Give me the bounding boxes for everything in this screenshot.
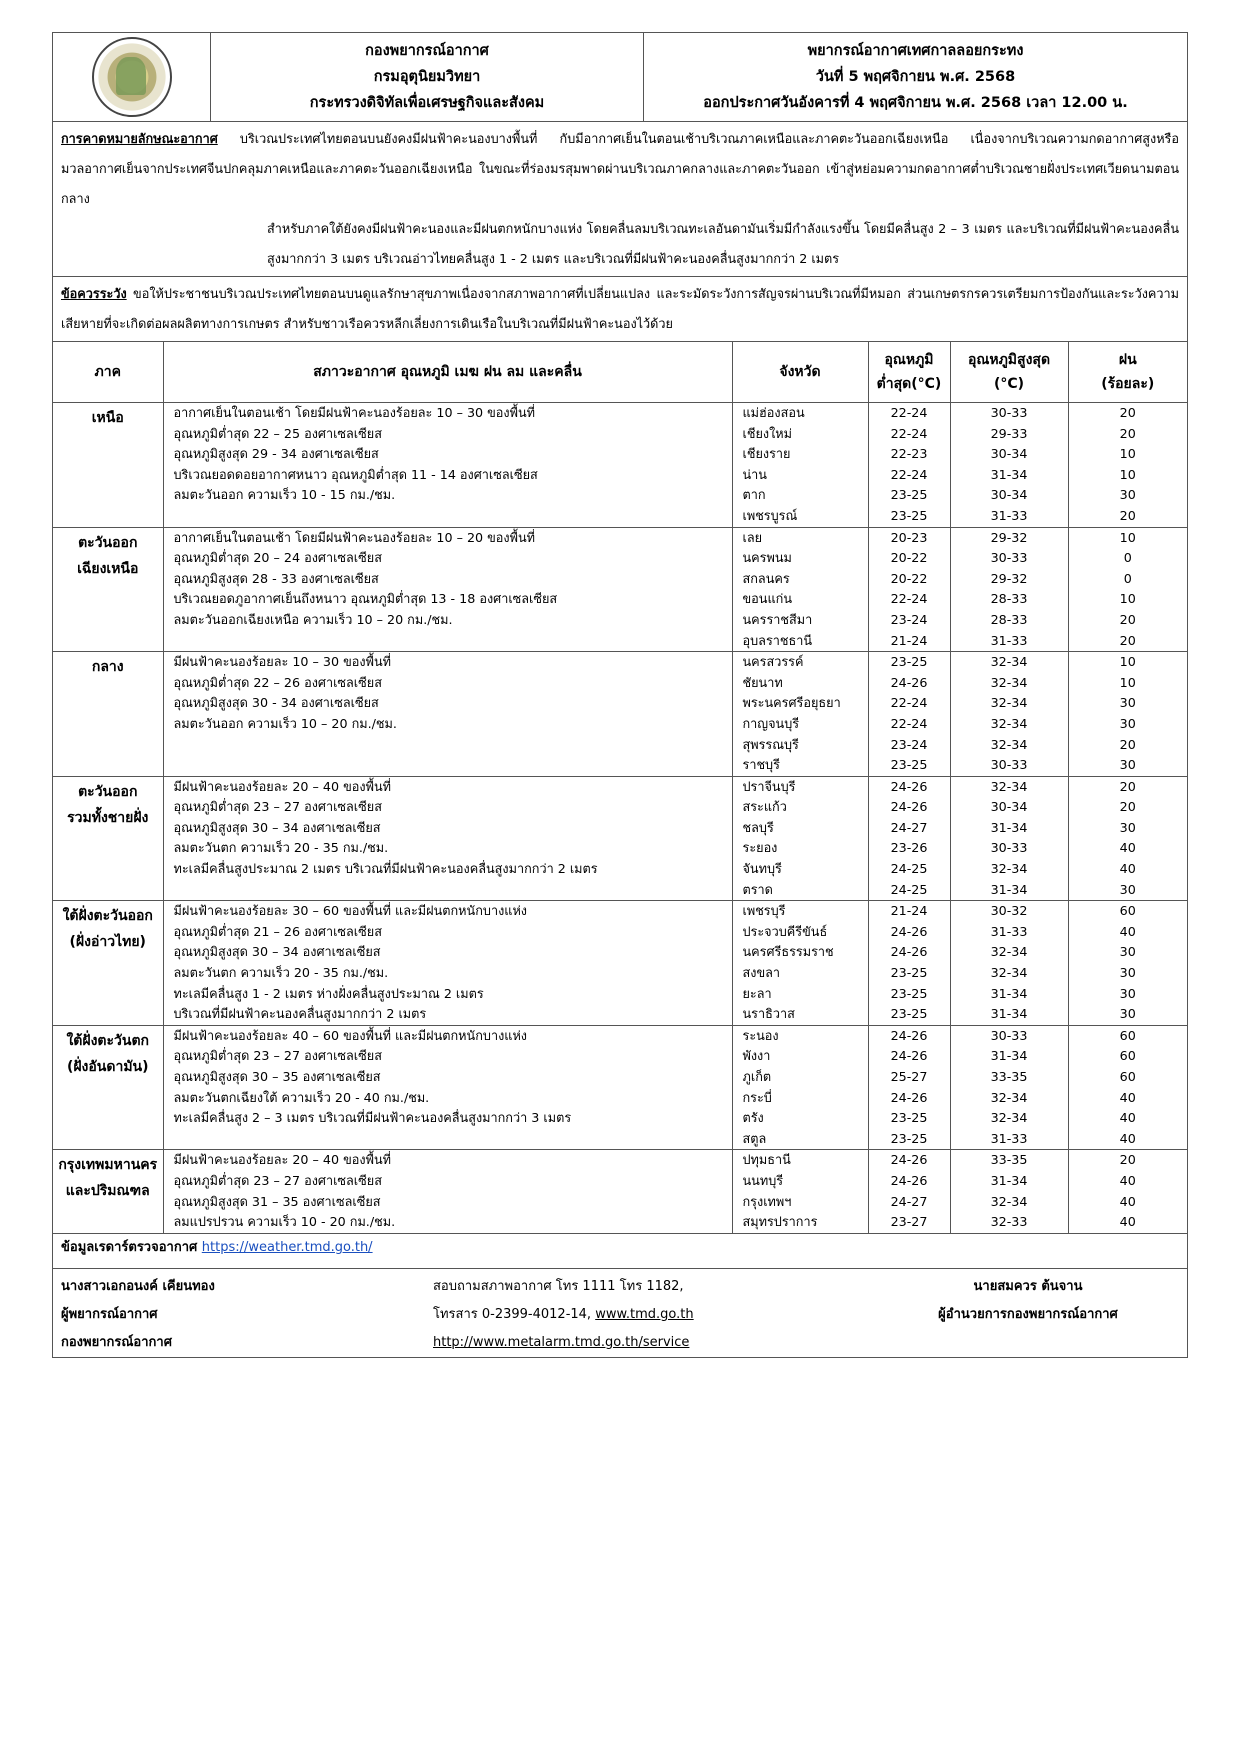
metalarm-service-link[interactable]: http://www.metalarm.tmd.go.th/service bbox=[433, 1334, 690, 1350]
rain-percent-value: 40 bbox=[1119, 840, 1136, 856]
max-temp-value: 31-34 bbox=[990, 1048, 1028, 1064]
org-line: กองพยากรณ์อากาศ bbox=[365, 43, 489, 59]
province-name: จันทบุรี bbox=[742, 861, 782, 877]
rain-cell bbox=[1068, 652, 1187, 777]
min-temp-value: 23-25 bbox=[890, 985, 928, 1001]
max-temp-value: 30-33 bbox=[990, 840, 1028, 856]
min-temp-value: 22-24 bbox=[890, 591, 928, 607]
province-name: พระนครศรีอยุธยา bbox=[742, 695, 841, 711]
min-temp-value: 22-24 bbox=[890, 405, 928, 420]
province-name: นครสวรรค์ bbox=[742, 654, 804, 670]
region-group-row bbox=[53, 1150, 1187, 1233]
province-name: ชัยนาท bbox=[742, 674, 783, 690]
region-name: รวมทั้งชายฝั่ง bbox=[67, 809, 149, 826]
max-temp-value: 31-34 bbox=[990, 819, 1028, 835]
max-temp-value: 32-34 bbox=[990, 695, 1028, 711]
rain-percent-value: 20 bbox=[1119, 1152, 1136, 1168]
region-group-row bbox=[53, 776, 1187, 901]
min-temp-cell bbox=[868, 776, 950, 901]
province-cell bbox=[732, 652, 868, 777]
min-temp-value: 22-24 bbox=[890, 715, 928, 731]
condition-line: อากาศเย็นในตอนเช้า โดยมีฝนฟ้าคะนองร้อยละ 10 – 20 ของพื้นที่ bbox=[173, 529, 536, 545]
condition-line: อุณหภูมิสูงสุด 30 - 34 องศาเซลเซียส bbox=[173, 695, 379, 711]
province-name: นนทบุรี bbox=[742, 1172, 784, 1188]
province-name: กระบี่ bbox=[742, 1089, 772, 1105]
condition-line: อุณหภูมิต่ำสุด 23 – 27 องศาเซลเซียส bbox=[173, 799, 382, 815]
min-temp-value: 24-25 bbox=[890, 861, 928, 877]
conditions-cell bbox=[163, 652, 732, 777]
rain-percent-value: 20 bbox=[1119, 611, 1136, 627]
province-name: ระนอง bbox=[742, 1027, 779, 1043]
conditions-cell bbox=[163, 403, 732, 528]
rain-percent-value: 40 bbox=[1119, 1130, 1136, 1146]
rain-percent-value: 40 bbox=[1119, 1089, 1136, 1105]
min-temp-value: 21-24 bbox=[890, 903, 928, 919]
rain-cell bbox=[1068, 776, 1187, 901]
condition-line: บริเวณที่มีฝนฟ้าคะนองคลื่นสูงมากกว่า 2 เมตร bbox=[173, 1006, 427, 1022]
min-temp-value: 24-27 bbox=[890, 819, 928, 835]
caution-heading: ข้อควรระวัง bbox=[61, 286, 127, 301]
region-name-cell bbox=[53, 776, 163, 901]
max-temp-value: 29-32 bbox=[990, 570, 1028, 586]
rain-percent-value: 30 bbox=[1119, 757, 1136, 773]
rain-cell bbox=[1068, 403, 1187, 528]
rain-percent-value: 40 bbox=[1119, 1214, 1136, 1230]
province-name: นราธิวาส bbox=[742, 1006, 795, 1022]
province-name: ภูเก็ต bbox=[742, 1069, 772, 1084]
min-temp-value: 24-26 bbox=[890, 1152, 928, 1168]
min-temp-value: 24-26 bbox=[890, 944, 928, 960]
forecaster-name: นางสาวเอกอนงค์ เคียนทอง bbox=[61, 1278, 215, 1294]
rain-percent-value: 40 bbox=[1119, 923, 1136, 939]
max-temp-cell bbox=[950, 1150, 1068, 1233]
caution-text: ขอให้ประชาชนบริเวณประเทศไทยตอนบนดูแลรักษาสุขภาพเนื่องจากสภาพอากาศที่เปลี่ยนแปลง และระมัดระวังการสัญจรผ่านบริเวณที่มีหมอก ส่วนเกษตรกรควรเตรียมการป้องกันและระวังความเสียหายที่จะเกิดต่อผลผลิตทางการเกษตร สำหรับชาวเรือควรหลีกเลี่ยงการเดินเรือในบริเวณที่มีฝนฟ้าคะนองไว้ด้วย bbox=[61, 286, 1179, 331]
condition-line: อุณหภูมิต่ำสุด 23 – 27 องศาเซลเซียส bbox=[173, 1172, 382, 1188]
min-temp-value: 24-26 bbox=[890, 1027, 928, 1043]
max-temp-value: 30-34 bbox=[990, 799, 1028, 815]
rain-percent-value: 30 bbox=[1119, 985, 1136, 1001]
min-temp-value: 23-25 bbox=[890, 1110, 928, 1126]
conditions-cell bbox=[163, 901, 732, 1026]
max-temp-value: 31-34 bbox=[990, 1172, 1028, 1188]
rain-percent-value: 30 bbox=[1119, 715, 1136, 731]
min-temp-value: 24-26 bbox=[890, 674, 928, 690]
condition-line: บริเวณยอดภูอากาศเย็นถึงหนาว อุณหภูมิต่ำสุด 13 - 18 องศาเซลเซียส bbox=[173, 591, 558, 607]
signature-footer bbox=[53, 1269, 1187, 1358]
region-name: กรุงเทพมหานคร bbox=[58, 1157, 158, 1174]
rain-percent-value: 40 bbox=[1119, 1172, 1136, 1188]
province-name: ตรัง bbox=[742, 1110, 764, 1126]
rain-percent-value: 20 bbox=[1119, 736, 1136, 752]
region-name-cell bbox=[53, 403, 163, 528]
min-temp-value: 23-25 bbox=[890, 487, 928, 503]
province-name: เพชรบุรี bbox=[742, 903, 786, 919]
max-temp-value: 32-33 bbox=[990, 1214, 1028, 1230]
province-cell bbox=[732, 776, 868, 901]
condition-line: มีฝนฟ้าคะนองร้อยละ 10 – 30 ของพื้นที่ bbox=[173, 654, 391, 670]
outlook-south-text: สำหรับภาคใต้ยังคงมีฝนฟ้าคะนองและมีฝนตกหนักบางแห่ง โดยคลื่นลมบริเวณทะเลอันดามันเริ่มมีกำลังแรงขึ้น โดยมีคลื่นสูง 2 – 3 เมตร และบริเวณที่มีฝนฟ้าคะนองคลื่นสูงมากกว่า 3 เมตร บริเวณอ่าวไทยคลื่นสูง 1 - 2 เมตร และบริเวณที่มีฝนฟ้าคะนองคลื่นสูงมากกว่า 2 เมตร bbox=[267, 221, 1179, 266]
tmd-website-link[interactable]: www.tmd.go.th bbox=[595, 1306, 694, 1322]
province-name: ราชบุรี bbox=[742, 757, 780, 773]
document-header bbox=[53, 33, 1187, 122]
logo-cell bbox=[53, 33, 211, 121]
rain-percent-value: 60 bbox=[1119, 1048, 1136, 1064]
min-temp-value: 23-25 bbox=[890, 757, 928, 773]
province-name: ระยอง bbox=[742, 840, 778, 856]
min-temp-value: 22-24 bbox=[890, 695, 928, 711]
col-header-rain: ฝน (ร้อยละ) bbox=[1068, 342, 1187, 403]
rain-cell bbox=[1068, 527, 1187, 652]
condition-line: ทะเลมีคลื่นสูง 1 - 2 เมตร ห่างฝั่งคลื่นสูงประมาณ 2 เมตร bbox=[173, 985, 484, 1001]
rain-percent-value: 20 bbox=[1119, 799, 1136, 815]
max-temp-value: 30-34 bbox=[990, 487, 1028, 503]
region-name: กลาง bbox=[91, 659, 124, 676]
rain-percent-value: 20 bbox=[1119, 405, 1136, 420]
max-temp-value: 32-34 bbox=[990, 1110, 1028, 1126]
max-temp-value: 31-34 bbox=[990, 985, 1028, 1001]
condition-line: มีฝนฟ้าคะนองร้อยละ 30 – 60 ของพื้นที่ และมีฝนตกหนักบางแห่ง bbox=[173, 903, 527, 919]
rain-percent-value: 0 bbox=[1123, 550, 1132, 566]
condition-line: อุณหภูมิต่ำสุด 22 – 26 องศาเซลเซียส bbox=[173, 674, 382, 690]
province-name: นครศรีธรรมราช bbox=[742, 944, 834, 960]
rain-percent-value: 10 bbox=[1119, 446, 1136, 462]
rain-percent-value: 10 bbox=[1119, 591, 1136, 607]
condition-line: อากาศเย็นในตอนเช้า โดยมีฝนฟ้าคะนองร้อยละ 10 – 30 ของพื้นที่ bbox=[173, 405, 536, 420]
rain-percent-value: 30 bbox=[1119, 487, 1136, 503]
forecaster-title: ผู้พยากรณ์อากาศ bbox=[61, 1306, 158, 1322]
max-temp-value: 33-35 bbox=[990, 1069, 1028, 1084]
max-temp-value: 32-34 bbox=[990, 1193, 1028, 1209]
min-temp-value: 24-26 bbox=[890, 799, 928, 815]
min-temp-value: 24-26 bbox=[890, 1048, 928, 1064]
province-name: นครพนม bbox=[742, 550, 792, 566]
condition-line: มีฝนฟ้าคะนองร้อยละ 40 – 60 ของพื้นที่ และมีฝนตกหนักบางแห่ง bbox=[173, 1027, 527, 1043]
radar-info bbox=[53, 1234, 1187, 1269]
condition-line: อุณหภูมิต่ำสุด 23 – 27 องศาเซลเซียส bbox=[173, 1048, 382, 1064]
province-name: ตราด bbox=[742, 881, 773, 897]
condition-line: อุณหภูมิสูงสุด 30 – 34 องศาเซลเซียส bbox=[173, 819, 381, 835]
forecast-table bbox=[53, 342, 1187, 1234]
region-name: ใต้ฝั่งตะวันออก bbox=[62, 908, 153, 925]
rain-percent-value: 20 bbox=[1119, 632, 1136, 648]
title-block bbox=[644, 33, 1187, 121]
region-name-cell bbox=[53, 1025, 163, 1150]
min-temp-value: 23-26 bbox=[890, 840, 928, 856]
region-group-row bbox=[53, 527, 1187, 652]
province-name: กาญจนบุรี bbox=[742, 715, 800, 731]
province-name: สงขลา bbox=[742, 965, 781, 981]
min-temp-value: 20-23 bbox=[890, 529, 928, 545]
condition-line: ลมตะวันออก ความเร็ว 10 – 20 กม./ชม. bbox=[173, 715, 397, 731]
forecast-date: วันที่ 5 พฤศจิกายน พ.ศ. 2568 bbox=[815, 69, 1016, 85]
region-name: ใต้ฝั่งตะวันตก bbox=[66, 1032, 150, 1049]
province-name: สกลนคร bbox=[742, 570, 790, 586]
region-name-cell bbox=[53, 1150, 163, 1233]
condition-line: ทะเลมีคลื่นสูง 2 – 3 เมตร บริเวณที่มีฝนฟ้าคะนองคลื่นสูงมากกว่า 3 เมตร bbox=[173, 1110, 572, 1126]
province-name: เลย bbox=[742, 529, 763, 545]
max-temp-value: 32-34 bbox=[990, 715, 1028, 731]
min-temp-value: 23-25 bbox=[890, 507, 928, 523]
department-seal-icon bbox=[92, 37, 172, 117]
max-temp-value: 32-34 bbox=[990, 944, 1028, 960]
col-header-conditions: สภาวะอากาศ อุณหภูมิ เมฆ ฝน ลม และคลื่น bbox=[163, 342, 732, 403]
condition-line: อุณหภูมิต่ำสุด 20 – 24 องศาเซลเซียส bbox=[173, 550, 382, 566]
rain-percent-value: 40 bbox=[1119, 861, 1136, 877]
min-temp-value: 24-27 bbox=[890, 1193, 928, 1209]
min-temp-value: 23-25 bbox=[890, 1130, 928, 1146]
max-temp-value: 30-33 bbox=[990, 1027, 1028, 1043]
max-temp-value: 31-33 bbox=[990, 507, 1028, 523]
province-name: ประจวบคีรีขันธ์ bbox=[742, 923, 828, 939]
outlook-heading: การคาดหมายลักษณะอากาศ bbox=[61, 131, 218, 146]
max-temp-value: 32-34 bbox=[990, 654, 1028, 670]
min-temp-value: 20-22 bbox=[890, 550, 928, 566]
rain-percent-value: 40 bbox=[1119, 1193, 1136, 1209]
province-name: อุบลราชธานี bbox=[742, 632, 813, 648]
min-temp-cell bbox=[868, 1150, 950, 1233]
conditions-cell bbox=[163, 527, 732, 652]
region-name: ตะวันออก bbox=[78, 783, 138, 800]
province-name: ยะลา bbox=[742, 985, 772, 1001]
rain-percent-value: 10 bbox=[1119, 529, 1136, 545]
region-name-cell bbox=[53, 901, 163, 1026]
rain-percent-value: 40 bbox=[1119, 1110, 1136, 1126]
condition-line: ลมตะวันตกเฉียงใต้ ความเร็ว 20 - 40 กม./ชม. bbox=[173, 1089, 430, 1105]
condition-line: อุณหภูมิต่ำสุด 22 – 25 องศาเซลเซียส bbox=[173, 425, 382, 441]
min-temp-value: 23-25 bbox=[890, 965, 928, 981]
rain-percent-value: 30 bbox=[1119, 1006, 1136, 1022]
province-cell bbox=[732, 527, 868, 652]
province-name: เชียงใหม่ bbox=[742, 425, 792, 441]
min-temp-value: 23-27 bbox=[890, 1214, 928, 1230]
province-name: ขอนแก่น bbox=[742, 591, 792, 607]
max-temp-value: 32-34 bbox=[990, 736, 1028, 752]
region-group-row bbox=[53, 652, 1187, 777]
max-temp-value: 29-33 bbox=[990, 425, 1028, 441]
region-name: (ฝั่งอ่าวไทย) bbox=[69, 934, 146, 951]
province-name: สุพรรณบุรี bbox=[742, 736, 799, 752]
province-name: น่าน bbox=[742, 466, 767, 482]
min-temp-value: 22-24 bbox=[890, 466, 928, 482]
condition-line: อุณหภูมิสูงสุด 29 - 34 องศาเซลเซียส bbox=[173, 446, 379, 462]
condition-line: บริเวณยอดดอยอากาศหนาว อุณหภูมิต่ำสุด 11 - 14 องศาเซลเซียส bbox=[173, 466, 538, 482]
min-temp-value: 24-26 bbox=[890, 923, 928, 939]
region-group-row bbox=[53, 1025, 1187, 1150]
min-temp-value: 24-26 bbox=[890, 778, 928, 794]
min-temp-value: 23-25 bbox=[890, 654, 928, 670]
max-temp-value: 32-34 bbox=[990, 674, 1028, 690]
region-name: (ฝั่งอันดามัน) bbox=[66, 1058, 149, 1075]
conditions-cell bbox=[163, 1150, 732, 1233]
region-name: เฉียงเหนือ bbox=[77, 560, 139, 577]
min-temp-value: 22-24 bbox=[890, 425, 928, 441]
condition-line: อุณหภูมิสูงสุด 31 – 35 องศาเซลเซียส bbox=[173, 1193, 381, 1209]
rain-percent-value: 60 bbox=[1119, 903, 1136, 919]
condition-line: ลมตะวันออกเฉียงเหนือ ความเร็ว 10 – 20 กม./ชม. bbox=[173, 611, 453, 627]
document-frame bbox=[52, 32, 1188, 1358]
rain-percent-value: 20 bbox=[1119, 778, 1136, 794]
rain-percent-value: 10 bbox=[1119, 654, 1136, 670]
min-temp-value: 25-27 bbox=[890, 1069, 928, 1084]
max-temp-value: 32-34 bbox=[990, 778, 1028, 794]
min-temp-value: 24-26 bbox=[890, 1089, 928, 1105]
max-temp-value: 33-35 bbox=[990, 1152, 1028, 1168]
col-header-region: ภาค bbox=[53, 342, 163, 403]
region-group-row bbox=[53, 901, 1187, 1026]
rain-percent-value: 60 bbox=[1119, 1027, 1136, 1043]
province-name: แม่ฮ่องสอน bbox=[742, 405, 805, 420]
conditions-cell bbox=[163, 776, 732, 901]
max-temp-value: 32-34 bbox=[990, 861, 1028, 877]
province-name: ชลบุรี bbox=[742, 819, 774, 835]
province-name: สตูล bbox=[742, 1130, 767, 1146]
region-name: ตะวันออก bbox=[78, 534, 138, 551]
forecaster-dept: กองพยากรณ์อากาศ bbox=[61, 1334, 172, 1350]
min-temp-cell bbox=[868, 403, 950, 528]
province-name: สมุทรปราการ bbox=[742, 1214, 818, 1230]
min-temp-value: 22-23 bbox=[890, 446, 928, 462]
contact-fax: โทรสาร 0-2399-4012-14, bbox=[433, 1306, 596, 1322]
max-temp-value: 30-33 bbox=[990, 757, 1028, 773]
min-temp-cell bbox=[868, 527, 950, 652]
rain-percent-value: 30 bbox=[1119, 881, 1136, 897]
rain-cell bbox=[1068, 901, 1187, 1026]
rain-percent-value: 60 bbox=[1119, 1069, 1136, 1084]
province-name: กรุงเทพฯ bbox=[742, 1193, 792, 1209]
province-name: เชียงราย bbox=[742, 446, 791, 462]
rain-percent-value: 30 bbox=[1119, 965, 1136, 981]
max-temp-cell bbox=[950, 901, 1068, 1026]
col-header-min-temp: อุณหภูมิ ต่ำสุด(°C) bbox=[868, 342, 950, 403]
organization-block bbox=[211, 33, 644, 121]
rain-percent-value: 10 bbox=[1119, 466, 1136, 482]
province-name: นครราชสีมา bbox=[742, 611, 813, 627]
director-title: ผู้อำนวยการกองพยากรณ์อากาศ bbox=[938, 1306, 1118, 1322]
max-temp-value: 30-32 bbox=[990, 903, 1028, 919]
max-temp-cell bbox=[950, 403, 1068, 528]
min-temp-value: 24-26 bbox=[890, 1172, 928, 1188]
max-temp-value: 32-34 bbox=[990, 1089, 1028, 1105]
conditions-cell bbox=[163, 1025, 732, 1150]
max-temp-value: 28-33 bbox=[990, 591, 1028, 607]
condition-line: อุณหภูมิสูงสุด 28 - 33 องศาเซลเซียส bbox=[173, 570, 379, 586]
min-temp-value: 23-24 bbox=[890, 736, 928, 752]
max-temp-value: 30-34 bbox=[990, 446, 1028, 462]
issue-date: ออกประกาศวันอังคารที่ 4 พฤศจิกายน พ.ศ. 2568 เวลา 12.00 น. bbox=[703, 95, 1128, 111]
province-name: พังงา bbox=[742, 1048, 771, 1064]
max-temp-cell bbox=[950, 776, 1068, 901]
contact-block bbox=[433, 1273, 877, 1357]
rain-percent-value: 30 bbox=[1119, 819, 1136, 835]
contact-phone: สอบถามสภาพอากาศ โทร 1111 โทร 1182, bbox=[433, 1278, 684, 1294]
condition-line: ลมตะวันตก ความเร็ว 20 - 35 กม./ชม. bbox=[173, 965, 389, 981]
rain-percent-value: 20 bbox=[1119, 507, 1136, 523]
condition-line: อุณหภูมิสูงสุด 30 – 34 องศาเซลเซียส bbox=[173, 944, 381, 960]
region-group-row bbox=[53, 403, 1187, 528]
region-name-cell bbox=[53, 527, 163, 652]
min-temp-cell bbox=[868, 652, 950, 777]
province-name: เพชรบูรณ์ bbox=[742, 507, 798, 523]
director-block bbox=[877, 1273, 1179, 1357]
forecast-document bbox=[52, 32, 1188, 1358]
min-temp-cell bbox=[868, 901, 950, 1026]
max-temp-value: 30-33 bbox=[990, 405, 1028, 420]
condition-line: มีฝนฟ้าคะนองร้อยละ 20 – 40 ของพื้นที่ bbox=[173, 778, 391, 794]
condition-line: อุณหภูมิสูงสุด 30 – 35 องศาเซลเซียส bbox=[173, 1069, 381, 1084]
min-temp-value: 20-22 bbox=[890, 570, 928, 586]
min-temp-cell bbox=[868, 1025, 950, 1150]
max-temp-value: 31-34 bbox=[990, 1006, 1028, 1022]
condition-line: ลมแปรปรวน ความเร็ว 10 - 20 กม./ชม. bbox=[173, 1214, 396, 1230]
max-temp-value: 30-33 bbox=[990, 550, 1028, 566]
province-cell bbox=[732, 1025, 868, 1150]
org-line: กรมอุตุนิยมวิทยา bbox=[373, 69, 481, 85]
region-name: เหนือ bbox=[91, 410, 124, 426]
max-temp-cell bbox=[950, 527, 1068, 652]
rain-percent-value: 30 bbox=[1119, 944, 1136, 960]
org-line: กระทรวงดิจิทัลเพื่อเศรษฐกิจและสังคม bbox=[309, 95, 545, 111]
condition-line: ลมตะวันออก ความเร็ว 10 - 15 กม./ชม. bbox=[173, 487, 396, 503]
min-temp-value: 21-24 bbox=[890, 632, 928, 648]
region-name-cell bbox=[53, 652, 163, 777]
max-temp-value: 31-33 bbox=[990, 1130, 1028, 1146]
max-temp-value: 31-33 bbox=[990, 632, 1028, 648]
condition-line: อุณหภูมิต่ำสุด 21 – 26 องศาเซลเซียส bbox=[173, 923, 382, 939]
max-temp-value: 31-33 bbox=[990, 923, 1028, 939]
min-temp-value: 24-25 bbox=[890, 881, 928, 897]
outlook-section bbox=[53, 122, 1187, 277]
province-cell bbox=[732, 403, 868, 528]
province-cell bbox=[732, 901, 868, 1026]
province-name: ปทุมธานี bbox=[742, 1152, 791, 1168]
rain-cell bbox=[1068, 1150, 1187, 1233]
min-temp-value: 23-24 bbox=[890, 611, 928, 627]
caution-section bbox=[53, 277, 1187, 342]
forecaster-block bbox=[61, 1273, 433, 1357]
max-temp-cell bbox=[950, 652, 1068, 777]
province-name: ปราจีนบุรี bbox=[742, 778, 796, 794]
max-temp-value: 31-34 bbox=[990, 881, 1028, 897]
condition-line: ลมตะวันตก ความเร็ว 20 - 35 กม./ชม. bbox=[173, 840, 389, 856]
rain-percent-value: 20 bbox=[1119, 425, 1136, 441]
condition-line: ทะเลมีคลื่นสูงประมาณ 2 เมตร บริเวณที่มีฝนฟ้าคะนองคลื่นสูงมากกว่า 2 เมตร bbox=[173, 861, 598, 877]
province-name: สระแก้ว bbox=[742, 799, 787, 815]
min-temp-value: 23-25 bbox=[890, 1006, 928, 1022]
max-temp-value: 29-32 bbox=[990, 529, 1028, 545]
document-title: พยากรณ์อากาศเทศกาลลอยกระทง bbox=[807, 43, 1024, 59]
max-temp-value: 31-34 bbox=[990, 466, 1028, 482]
radar-link[interactable]: https://weather.tmd.go.th/ bbox=[201, 1239, 373, 1255]
max-temp-value: 28-33 bbox=[990, 611, 1028, 627]
max-temp-cell bbox=[950, 1025, 1068, 1150]
director-name: นายสมควร ต้นจาน bbox=[973, 1278, 1083, 1294]
province-name: ตาก bbox=[742, 487, 766, 503]
outlook-text: บริเวณประเทศไทยตอนบนยังคงมีฝนฟ้าคะนองบางพื้นที่ กับมีอากาศเย็นในตอนเช้าบริเวณภาคเหนือและภาคตะวันออกเฉียงเหนือ เนื่องจากบริเวณความกดอากาศสูงหรือมวลอากาศเย็นจากประเทศจีนปกคลุมภาคเหนือและภาคตะวันออกเฉียงเหนือ ในขณะที่ร่องมรสุมพาดผ่านบริเวณภาคกลางและภาคตะวันออก เข้าสู่หย่อมความกดอากาศต่ำบริเวณชายฝั่งประเทศเวียดนามตอนกลาง bbox=[61, 131, 1179, 206]
rain-cell bbox=[1068, 1025, 1187, 1150]
col-header-max-temp: อุณหภูมิสูงสุด (°C) bbox=[950, 342, 1068, 403]
rain-percent-value: 30 bbox=[1119, 695, 1136, 711]
radar-label: ข้อมูลเรดาร์ตรวจอากาศ bbox=[61, 1239, 202, 1255]
rain-percent-value: 10 bbox=[1119, 674, 1136, 690]
max-temp-value: 32-34 bbox=[990, 965, 1028, 981]
rain-percent-value: 0 bbox=[1123, 570, 1132, 586]
condition-line: มีฝนฟ้าคะนองร้อยละ 20 – 40 ของพื้นที่ bbox=[173, 1152, 391, 1168]
col-header-province: จังหวัด bbox=[732, 342, 868, 403]
province-cell bbox=[732, 1150, 868, 1233]
region-name: และปริมณฑล bbox=[65, 1183, 150, 1200]
